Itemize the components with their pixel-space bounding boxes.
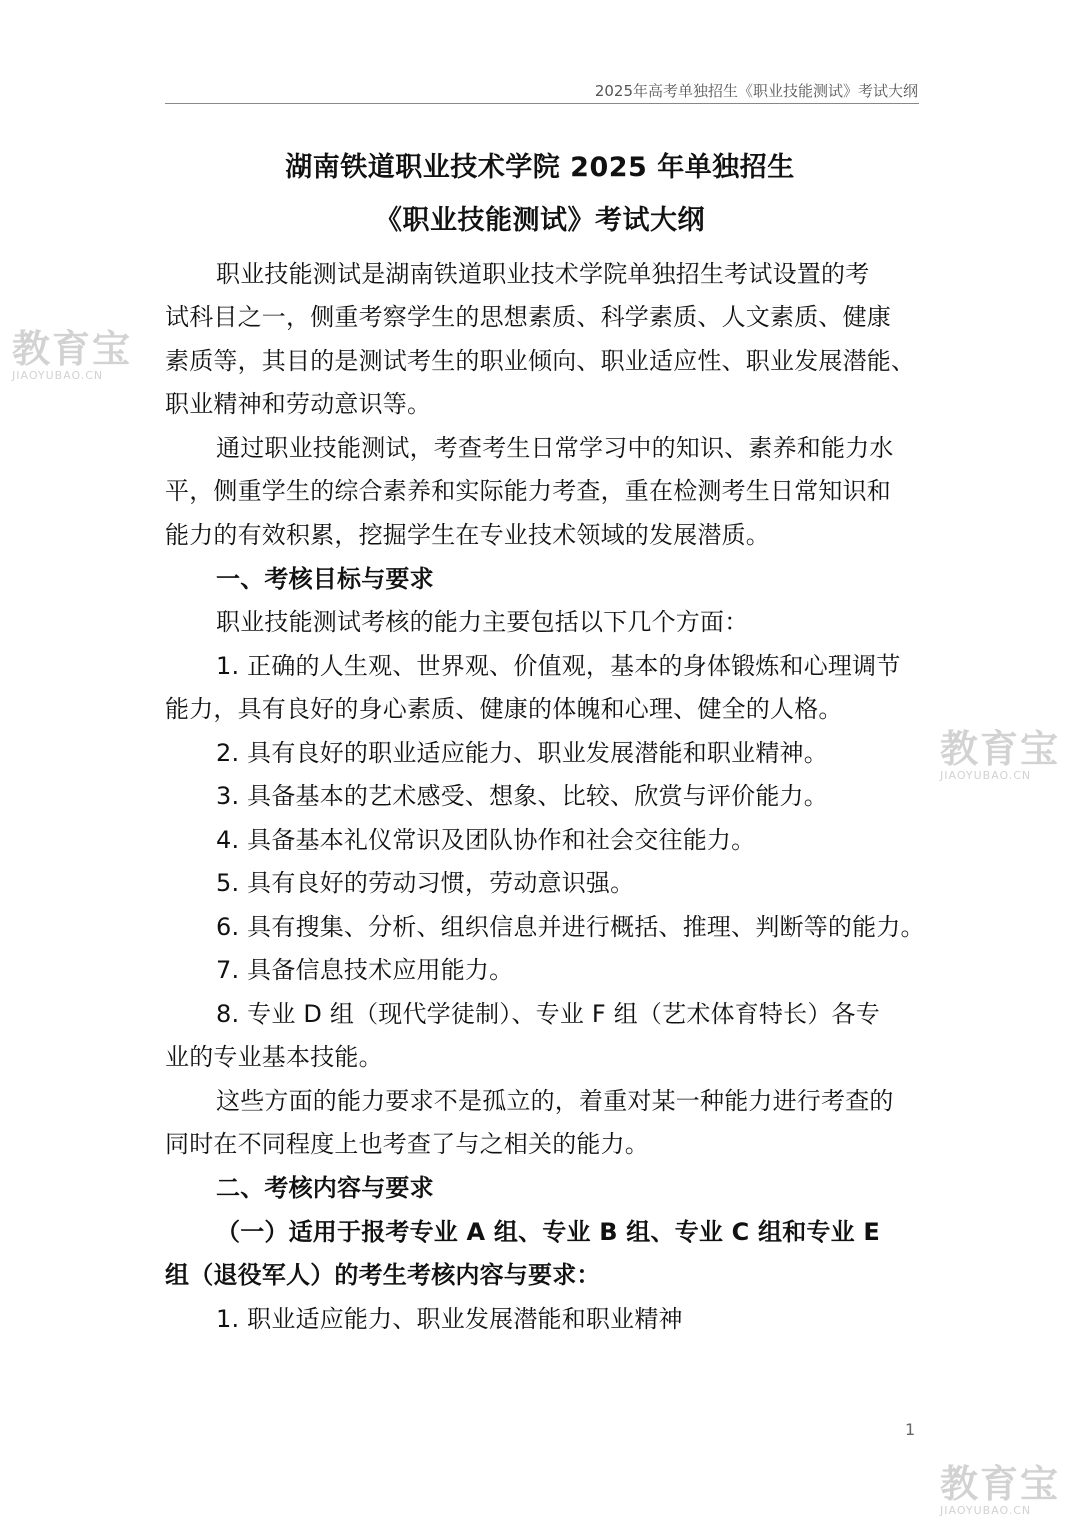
paragraph-line: 能力的有效积累，挖掘学生在专业技术领域的发展潜质。 <box>165 521 770 549</box>
list-item: 7. 具备信息技术应用能力。 <box>216 956 514 984</box>
list-item: 1. 职业适应能力、职业发展潜能和职业精神 <box>216 1305 683 1333</box>
list-item: 5. 具有良好的劳动习惯，劳动意识强。 <box>216 869 635 897</box>
paragraph-line: 平，侧重学生的综合素养和实际能力考查，重在检测考生日常知识和 <box>165 477 891 505</box>
document-title-line-2: 《职业技能测试》考试大纲 <box>375 205 705 236</box>
list-item: 6. 具有搜集、分析、组织信息并进行概括、推理、判断等的能力。 <box>216 913 925 941</box>
header-divider <box>165 103 919 104</box>
sub-heading-continuation: 组（退役军人）的考生考核内容与要求： <box>165 1261 601 1289</box>
list-item: 4. 具备基本礼仪常识及团队协作和社会交往能力。 <box>216 826 756 854</box>
list-item: 1. 正确的人生观、世界观、价值观，基本的身体锻炼和心理调节 <box>216 652 901 680</box>
watermark-logo: 教育宝 JIAOYUBAO.CN <box>940 727 1061 782</box>
section-heading: 一、考核目标与要求 <box>216 565 434 593</box>
watermark-logo: 教育宝 JIAOYUBAO.CN <box>940 1462 1061 1517</box>
list-item-continuation: 能力，具有良好的身心素质、健康的体魄和心理、健全的人格。 <box>165 695 843 723</box>
section-lead: 职业技能测试考核的能力主要包括以下几个方面： <box>216 608 749 636</box>
running-header: 2025年高考单独招生《职业技能测试》考试大纲 <box>594 82 918 100</box>
paragraph-line: 通过职业技能测试，考查考生日常学习中的知识、素养和能力水 <box>216 434 894 462</box>
paragraph-line: 职业技能测试是湖南铁道职业技术学院单独招生考试设置的考 <box>216 260 870 288</box>
paragraph-line: 素质等，其目的是测试考生的职业倾向、职业适应性、职业发展潜能、 <box>165 347 916 375</box>
watermark-logo: 教育宝 JIAOYUBAO.CN <box>12 327 133 382</box>
paragraph-line: 同时在不同程度上也考查了与之相关的能力。 <box>165 1130 649 1158</box>
paragraph-line: 这些方面的能力要求不是孤立的，着重对某一种能力进行考查的 <box>216 1087 894 1115</box>
section-heading: 二、考核内容与要求 <box>216 1174 434 1202</box>
list-item: 8. 专业 D 组（现代学徒制）、专业 F 组（艺术体育特长）各专 <box>216 1000 880 1028</box>
sub-heading: （一）适用于报考专业 A 组、专业 B 组、专业 C 组和专业 E <box>216 1218 880 1246</box>
list-item: 3. 具备基本的艺术感受、想象、比较、欣赏与评价能力。 <box>216 782 828 810</box>
list-item: 2. 具有良好的职业适应能力、职业发展潜能和职业精神。 <box>216 739 828 767</box>
paragraph-line: 职业精神和劳动意识等。 <box>165 390 432 418</box>
page-number: 1 <box>905 1420 916 1439</box>
list-item-continuation: 业的专业基本技能。 <box>165 1043 383 1071</box>
document-title-line-1: 湖南铁道职业技术学院 2025 年单独招生 <box>285 152 795 183</box>
paragraph-line: 试科目之一，侧重考察学生的思想素质、科学素质、人文素质、健康 <box>165 303 891 331</box>
